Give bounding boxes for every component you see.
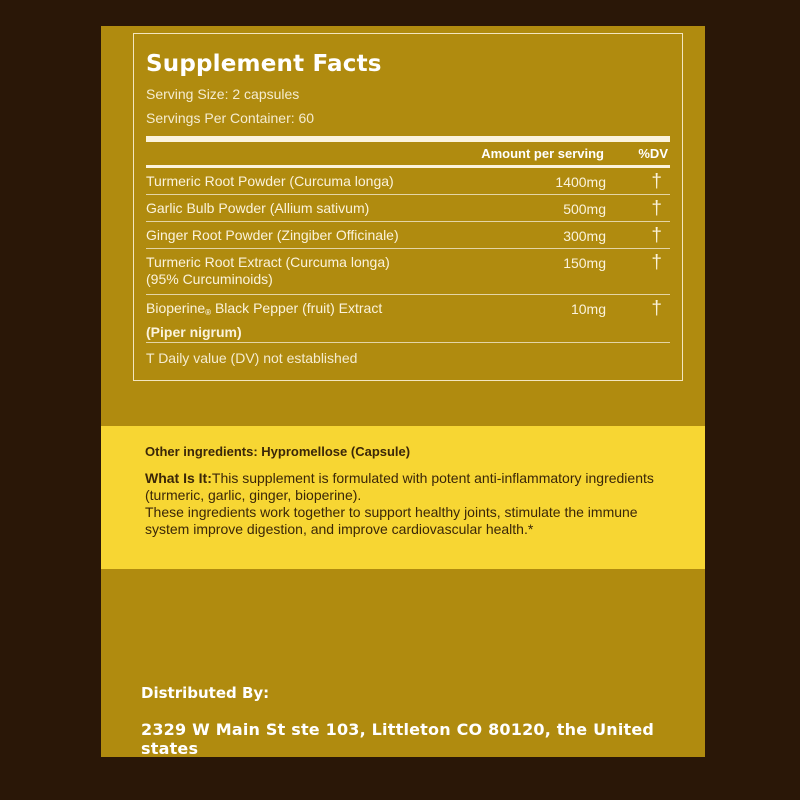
dagger-icon: † <box>651 198 662 219</box>
other-ingredients: Other ingredients: Hypromellose (Capsule) <box>145 444 411 459</box>
ingredient-name: Ginger Root Powder (Zingiber Officinale) <box>146 227 399 243</box>
ingredient-amount: 10mg <box>570 301 606 317</box>
ingredient-name-line1: Turmeric Root Extract (Curcuma longa) <box>146 254 390 270</box>
ingredients-band <box>101 426 705 569</box>
ingredient-name: Turmeric Root Powder (Curcuma longa) <box>146 173 394 189</box>
dv-header: %DV <box>638 146 668 161</box>
registered-mark: ® <box>205 308 212 317</box>
column-header <box>146 142 670 168</box>
table-row <box>146 222 670 249</box>
facts-title: Supplement Facts <box>146 51 382 77</box>
ingredient-amount: 500mg <box>563 201 606 217</box>
dagger-icon: † <box>651 298 662 319</box>
ingredient-amount: 300mg <box>563 228 606 244</box>
dagger-icon: † <box>651 171 662 192</box>
ingredient-name <box>146 295 484 341</box>
ingredient-latin-name: (Piper nigrum) <box>146 324 242 340</box>
supplement-facts-panel <box>133 33 683 381</box>
what-is-it-text: This supplement is formulated with potent anti-inflammatory ingredients (turmeric, garlic, ginger, bioperine). <box>145 470 654 503</box>
supplement-label <box>101 26 705 757</box>
ingredient-name: Garlic Bulb Powder (Allium sativum) <box>146 200 370 216</box>
table-row <box>146 249 670 295</box>
distributor-address: 2329 W Main St ste 103, Littleton CO 80120, the United states <box>141 720 655 758</box>
ingredient-name <box>146 249 484 288</box>
table-row <box>146 168 670 195</box>
servings-per-container: Servings Per Container: 60 <box>146 110 315 126</box>
table-row <box>146 295 670 343</box>
ingredient-name-prefix: Bioperine <box>146 300 206 316</box>
dagger-icon: † <box>651 252 662 273</box>
what-is-it <box>145 470 661 538</box>
amount-header: Amount per serving <box>481 146 604 161</box>
serving-size: Serving Size: 2 capsules <box>146 86 300 102</box>
dagger-icon: † <box>651 225 662 246</box>
ingredient-name-line2: (95% Curcuminoids) <box>146 271 273 287</box>
what-is-it-label: What Is It: <box>145 470 212 486</box>
ingredient-name-suffix: Black Pepper (fruit) Extract <box>211 300 383 316</box>
ingredient-amount: 150mg <box>563 255 606 271</box>
table-row <box>146 195 670 222</box>
distributor-title: Distributed By: <box>141 684 270 702</box>
what-is-it-text-2: These ingredients work together to support healthy joints, stimulate the immune system improve digestion, and improve cardiovascular health.* <box>145 504 638 537</box>
dv-footnote: T Daily value (DV) not established <box>146 350 358 366</box>
ingredient-amount: 1400mg <box>555 174 606 190</box>
